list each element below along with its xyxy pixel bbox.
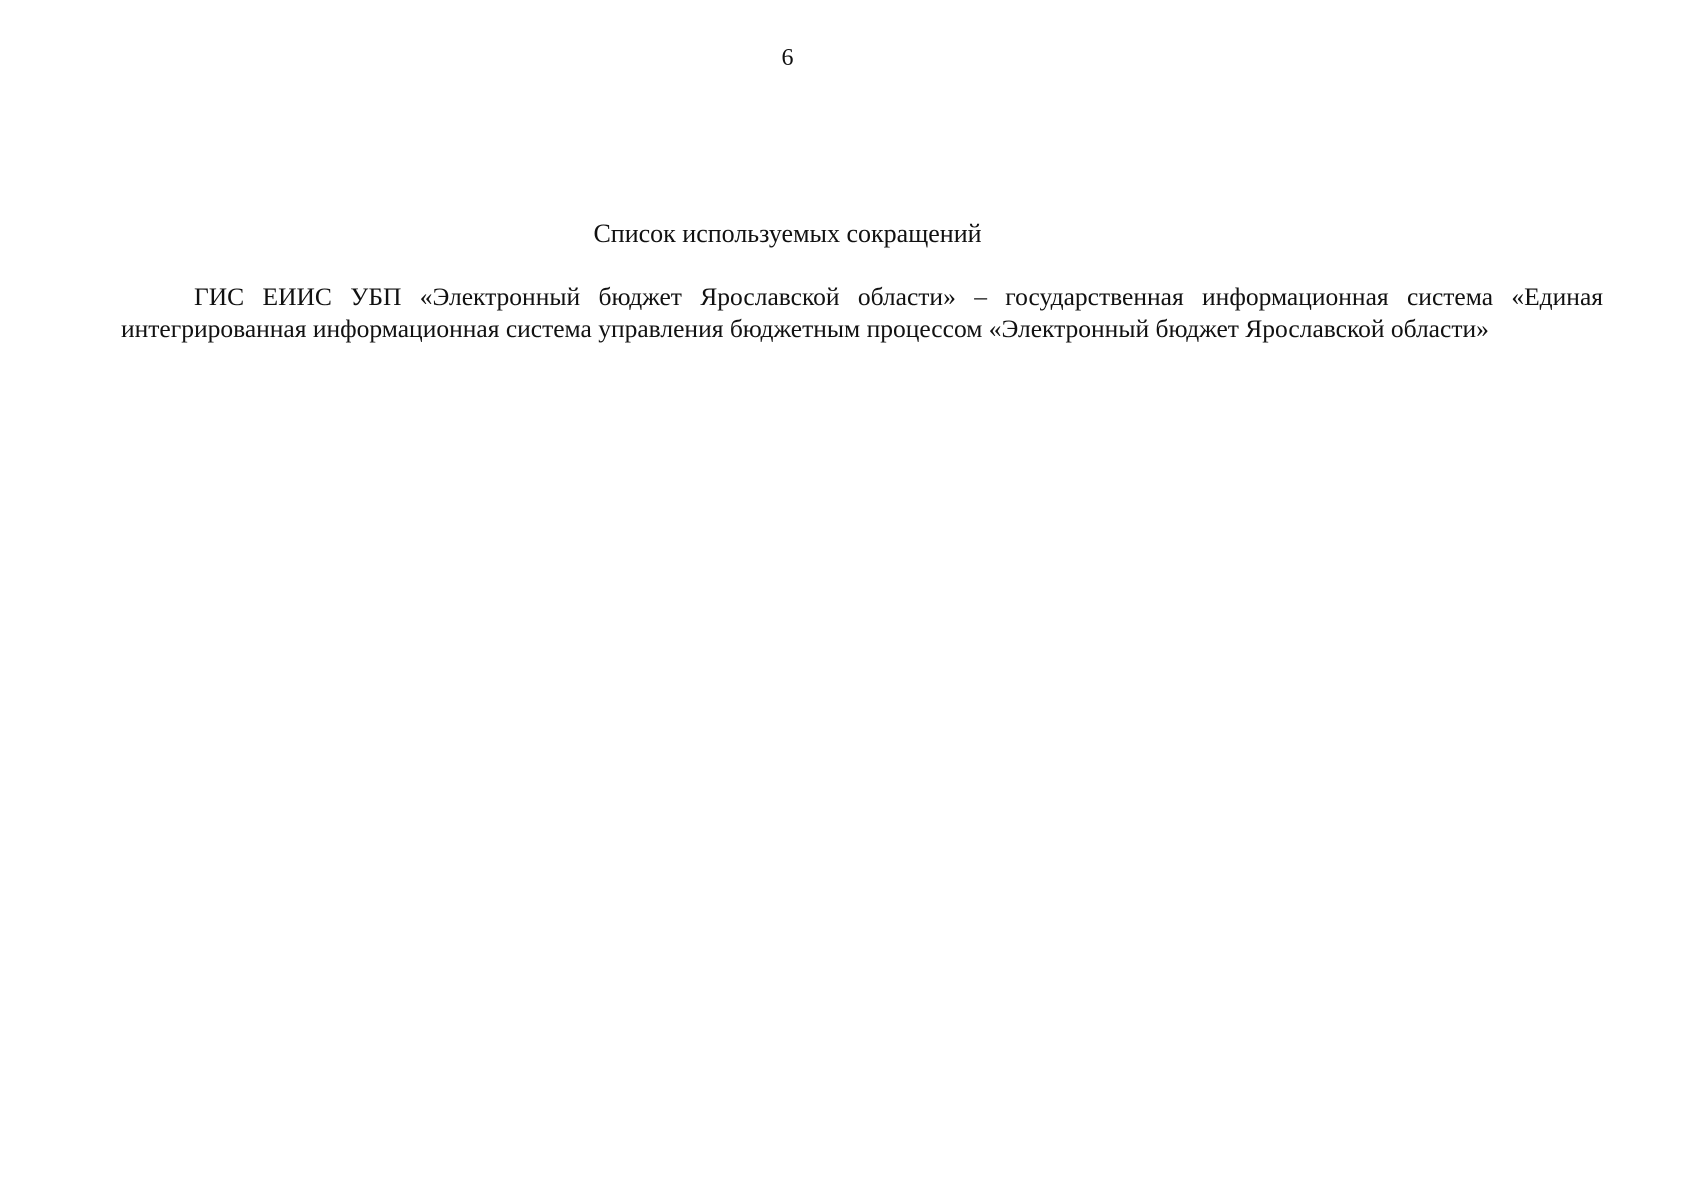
- abbreviation-entry: [121, 281, 1603, 345]
- page-number: 6: [781, 45, 794, 71]
- section-heading: Список используемых сокращений: [593, 219, 982, 248]
- abbreviation-term: ГИС ЕИИС УБП «Электронный бюджет Ярославской области»: [194, 282, 956, 311]
- abbreviation-separator: –: [974, 282, 987, 311]
- abbreviation-definition: государственная информационная система «Единая интегрированная информационная система управления бюджетным процессом «Электронный бюджет Ярославской области»: [121, 282, 1604, 343]
